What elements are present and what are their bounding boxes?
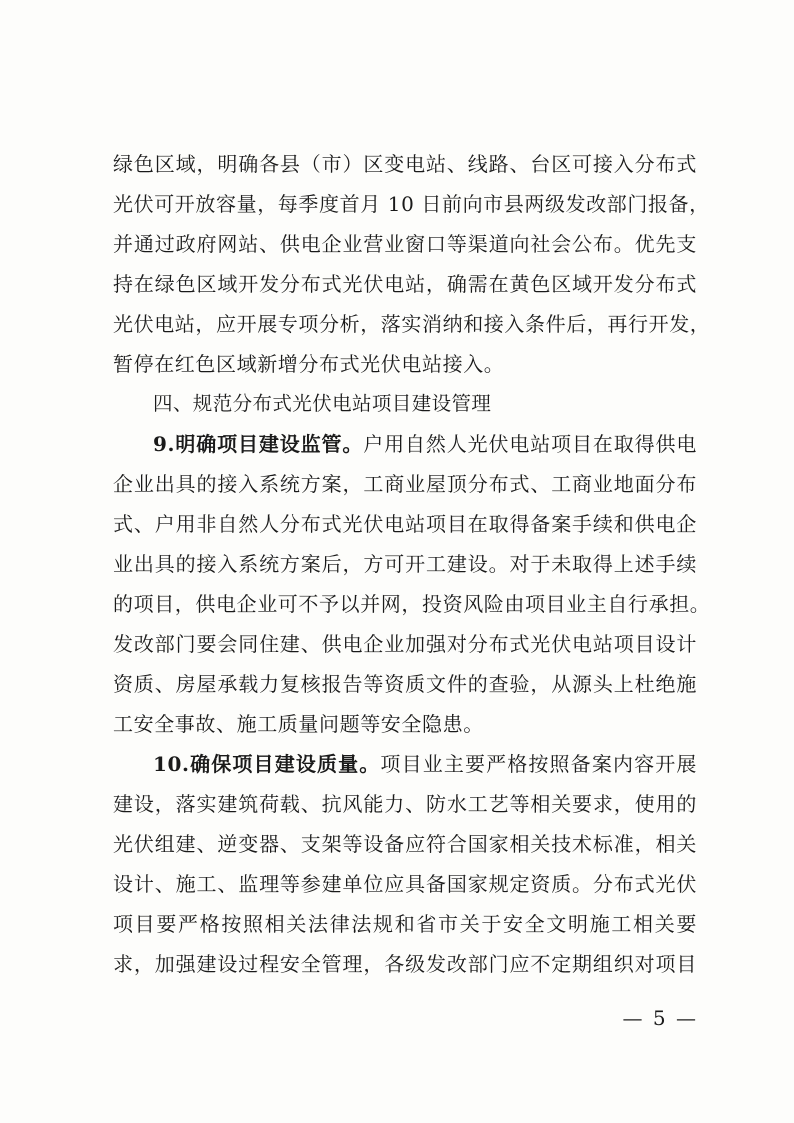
paragraph-construction-quality xyxy=(113,744,697,984)
text-line: 业出具的接入系统方案后，方可开工建设。对于未取得上述手续 xyxy=(113,552,697,576)
text-line: 建设，落实建筑荷载、抗风能力、防水工艺等相关要求，使用的 xyxy=(113,792,697,816)
text-line: 光伏组建、逆变器、支架等设备应符合国家相关技术标准，相关 xyxy=(113,832,697,856)
paragraph-green-zone xyxy=(113,144,711,384)
text-line: 的项目，供电企业可不予以并网，投资风险由项目业主自行承担。 xyxy=(113,592,711,616)
text-line: 发改部门要会同住建、供电企业加强对分布式光伏电站项目设计 xyxy=(113,632,697,656)
paragraph-lead-text: 户用自然人光伏电站项目在取得供电 xyxy=(363,432,697,456)
paragraph-first-line xyxy=(113,744,697,784)
text-line: 求，加强建设过程安全管理，各级发改部门应不定期组织对项目 xyxy=(113,952,697,976)
text-line: 工安全事故、施工质量问题等安全隐患。 xyxy=(113,712,484,736)
text-line: 光伏可开放容量，每季度首月 10 日前向市县两级发改部门报备， xyxy=(113,192,710,216)
text-line: 暂停在红色区域新增分布式光伏电站接入。 xyxy=(113,352,505,376)
document-body xyxy=(113,144,711,984)
page-number: — 5 — xyxy=(622,1006,698,1030)
text-line: 绿色区域，明确各县（市）区变电站、线路、台区可接入分布式 xyxy=(113,152,697,176)
text-line: 项目要严格按照相关法律法规和省市关于安全文明施工相关要 xyxy=(113,912,697,936)
text-line: 资质、房屋承载力复核报告等资质文件的查验，从源头上杜绝施 xyxy=(113,672,697,696)
text-line: 设计、施工、监理等参建单位应具备国家规定资质。分布式光伏 xyxy=(113,872,697,896)
paragraph-lead-title: 9.明确项目建设监管。 xyxy=(153,432,364,456)
text-line: 企业出具的接入系统方案，工商业屋顶分布式、工商业地面分布 xyxy=(113,472,697,496)
text-line: 并通过政府网站、供电企业营业窗口等渠道向社会公布。优先支 xyxy=(113,232,697,256)
text-line: 式、户用非自然人分布式光伏电站项目在取得备案手续和供电企 xyxy=(113,512,697,536)
text-line: 持在绿色区域开发分布式光伏电站，确需在黄色区域开发分布式 xyxy=(113,272,697,296)
paragraph-construction-supervision xyxy=(113,424,711,744)
paragraph-lead-text: 项目业主要严格按照备案内容开展 xyxy=(380,752,698,776)
text-line: 光伏电站，应开展专项分析，落实消纳和接入条件后，再行开发， xyxy=(113,312,711,336)
paragraph-lead-title: 10.确保项目建设质量。 xyxy=(153,752,381,776)
section-heading: 四、规范分布式光伏电站项目建设管理 xyxy=(153,392,492,415)
paragraph-first-line xyxy=(113,424,697,464)
